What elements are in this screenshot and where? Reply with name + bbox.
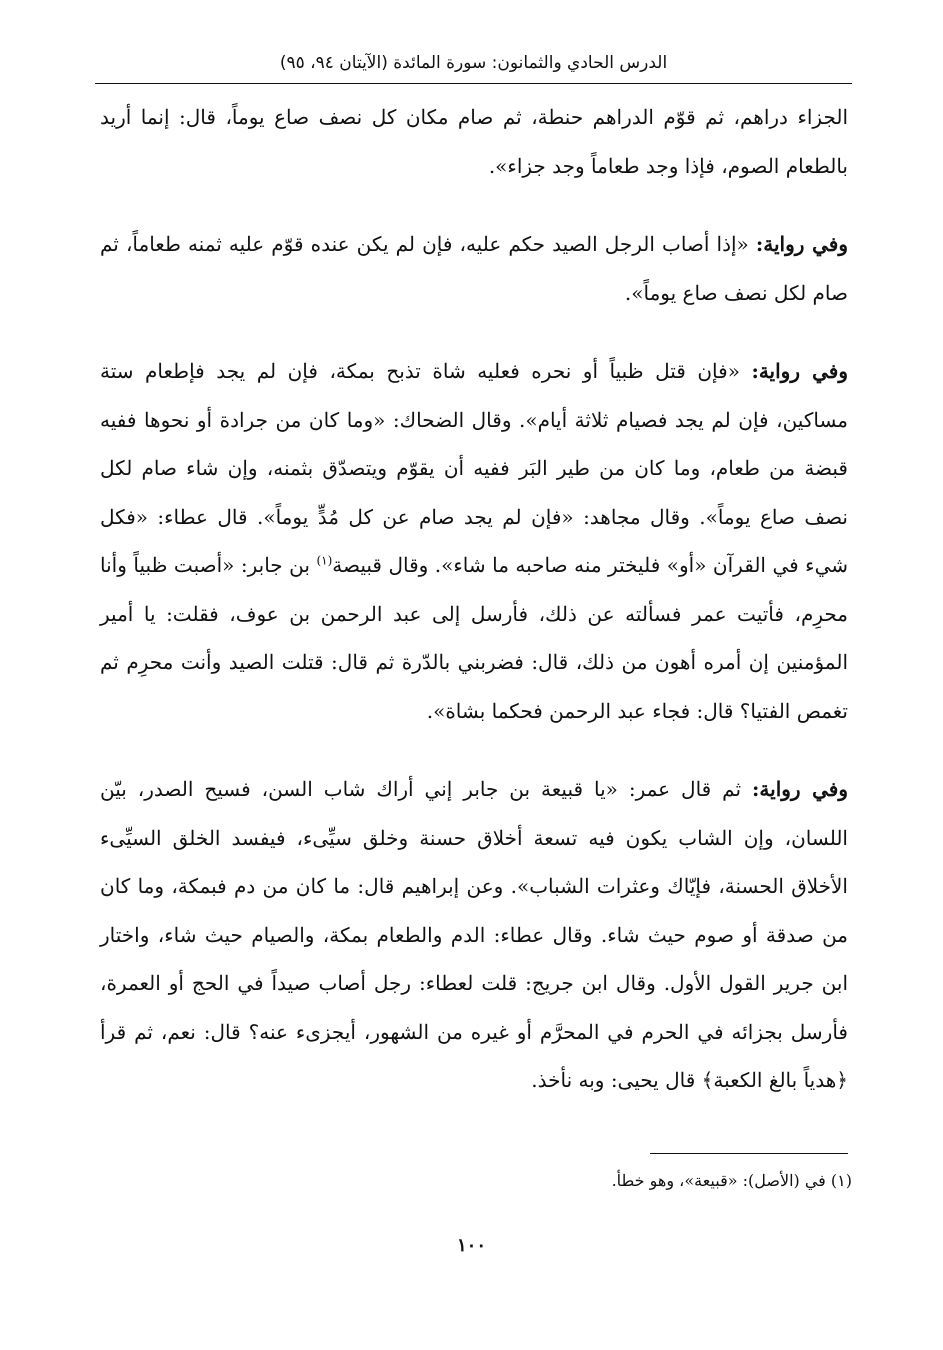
paragraph-4 — [100, 765, 848, 1105]
page-number: ١٠٠ — [456, 1235, 486, 1256]
paragraph-1: الجزاء دراهم، ثم قوّم الدراهم حنطة، ثم صام مكان كل نصف صاع يوماً، قال: إنما أريد بالطعام الصوم، فإذا وجد طعاماً وجد جزاء». — [100, 105, 848, 178]
paragraph-3-text-a: «فإن قتل ظبياً أو نحره فعليه شاة تذبح بمكة، فإن لم يجد فإطعام ستة مساكين، فإن لم يجد فصيام ثلاثة أيام». وقال الضحاك: «وما كان من جرادة أو نحوها ففيه قبضة من طعام، وما كان من طير البَر ففيه أن يقوّم ويتصدّق بثمنه، وإن شاء صام لكل نصف صاع يوماً». وقال مجاهد: «فإن لم يجد صام عن كل مُدٍّ يوماً». قال عطاء: «فكل شيء في القرآن «أو» فليختر منه صاحبه ما شاء». وقال قبيصة — [100, 359, 849, 577]
paragraph-4-text: ثم قال عمر: «يا قبيعة بن جابر إني أراك شاب السن، فسيح الصدر، بيّن اللسان، وإن الشاب يكون فيه تسعة أخلاق حسنة وخلق سيِّىء، فيفسد الخلق السيِّىء الأخلاق الحسنة، فإيّاك وعثرات الشباب». وعن إبراهيم قال: ما كان من دم فبمكة، وما كان من صدقة أو صوم حيث شاء. وقال عطاء: الدم والطعام بمكة، والصيام حيث شاء، واختار ابن جرير القول الأول. وقال ابن جريج: قلت لعطاء: رجل أصاب صيداً في الحج أو العمرة، فأرسل بجزائه في الحرم في المحرَّم أو غيره من الشهور، أيجزىء عنه؟ قال: نعم، ثم قرأ ﴿هدياً بالغ الكعبة﴾ قال يحيى: وبه نأخذ. — [100, 777, 849, 1092]
header-rule — [95, 83, 852, 84]
paragraph-3 — [100, 347, 848, 735]
paragraph-3-lead: وفي رواية: — [751, 359, 848, 383]
paragraph-2 — [100, 220, 848, 317]
paragraph-4-lead: وفي رواية: — [752, 777, 849, 801]
footnote: (١) في (الأصل): «قبيعة»، وهو خطأ. — [611, 1171, 852, 1190]
main-text — [100, 93, 848, 1105]
paragraph-3-text-b: بن جابر: «أصبت ظبياً وأنا محرِم، فأتيت عمر فسألته عن ذلك، فأرسل إلى عبد الرحمن بن عوف، فقلت: يا أمير المؤمنين إن أمره أهون من ذلك، قال: فضربني بالدّرة ثم قال: قتلت الصيد وأنت محرِم ثم تغمص الفتيا؟ قال: فجاء عبد الرحمن فحكما بشاة». — [100, 553, 848, 723]
footnote-reference-mark[interactable]: (١) — [316, 553, 333, 568]
running-header: الدرس الحادي والثمانون: سورة المائدة (الآيتان ٩٤، ٩٥) — [279, 53, 668, 73]
paragraph-2-text: «إذا أصاب الرجل الصيد حكم عليه، فإن لم يكن عنده قوّم عليه ثمنه طعاماً، ثم صام لكل نصف صاع يوماً». — [100, 232, 848, 305]
paragraph-2-lead: وفي رواية: — [755, 232, 848, 256]
footnote-rule — [650, 1153, 848, 1154]
